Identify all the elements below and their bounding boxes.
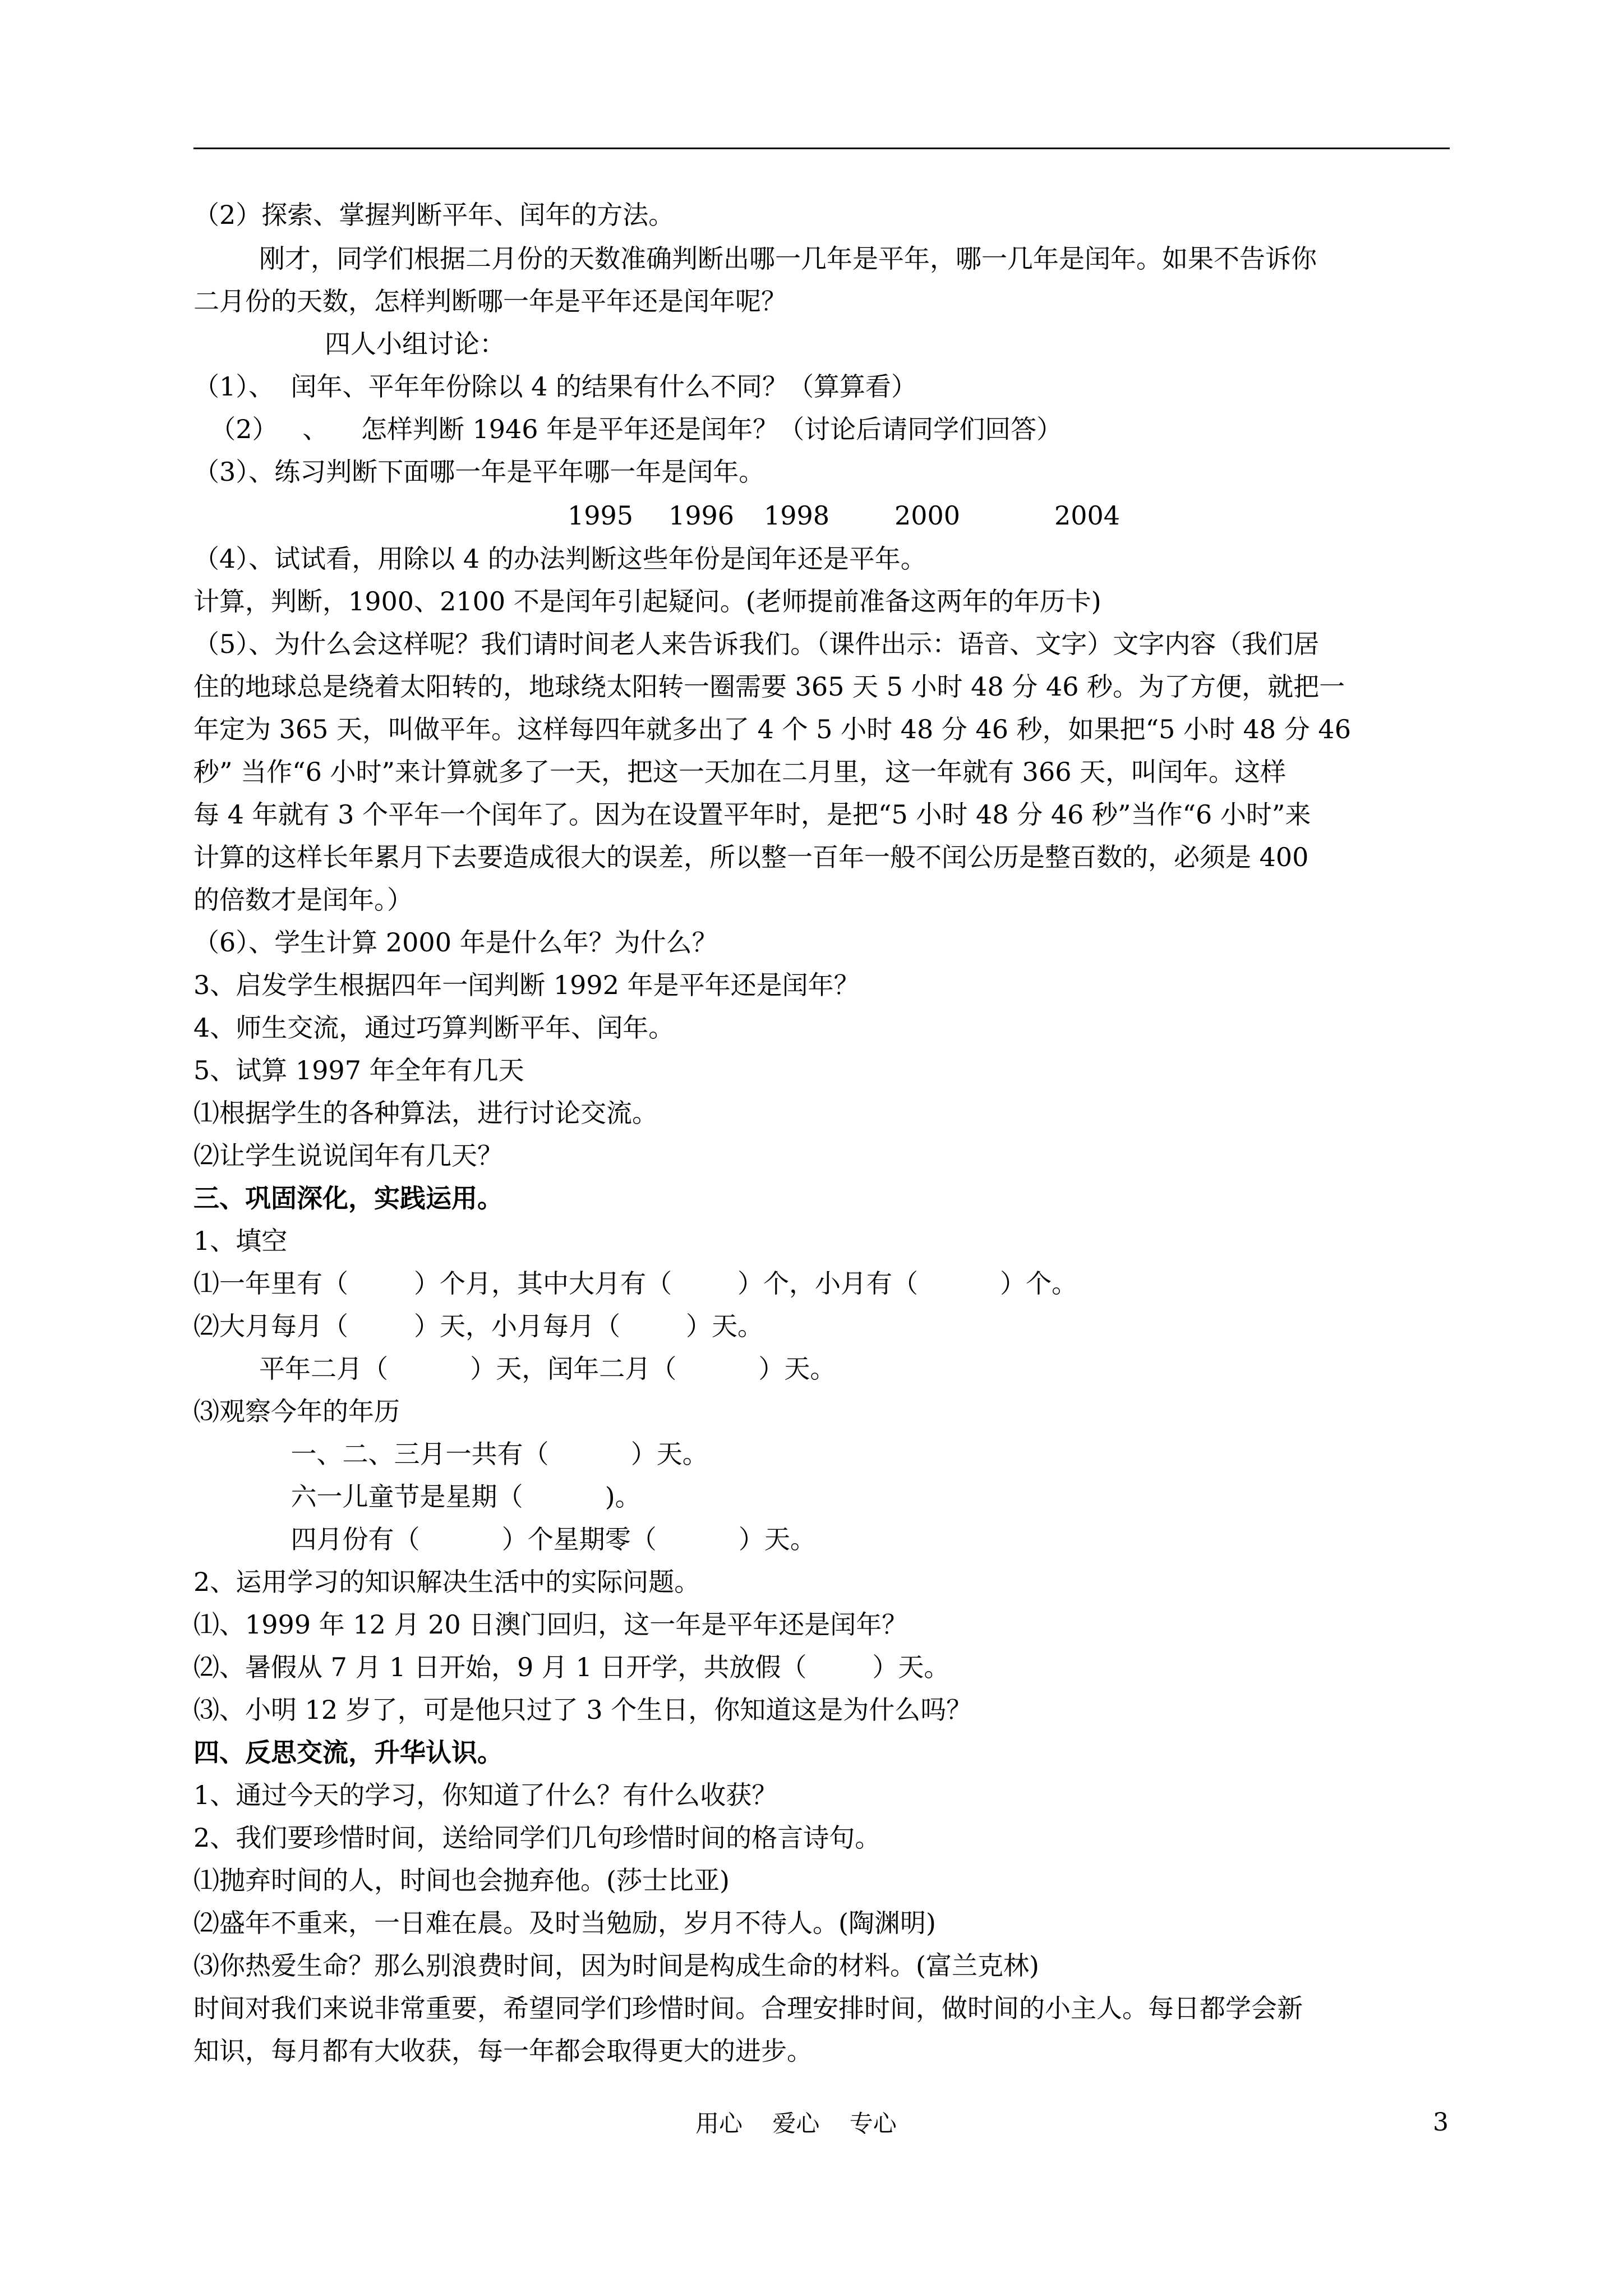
- text-line: 住的地球总是绕着太阳转的，地球绕太阳转一圈需要 365 天 5 小时 48 分 46 秒。为了方便，就把一: [193, 671, 1345, 702]
- year-item: 1995: [568, 500, 634, 531]
- text-line: ⑶你热爱生命？那么别浪费时间，因为时间是构成生命的材料。(富兰克林): [193, 1950, 1039, 1981]
- footer-motto: 用心 爱心 专心: [695, 2110, 897, 2137]
- text-line: 的倍数才是闰年。）: [193, 885, 413, 915]
- text-line: 1、填空: [193, 1226, 288, 1256]
- page-number: 3: [1433, 2108, 1449, 2137]
- text-line: ⑴一年里有（ ）个月，其中大月有（ ）个，小月有（ ）个。: [193, 1268, 1078, 1299]
- text-line: 一、二、三月一共有（ ）天。: [258, 1439, 708, 1469]
- text-line: ⑶、小明 12 岁了，可是他只过了 3 个生日，你知道这是为什么吗？: [193, 1695, 972, 1725]
- text-line: （3）、练习判断下面哪一年是平年哪一年是闰年。: [193, 457, 765, 487]
- text-line: 年定为 365 天，叫做平年。这样每四年就多出了 4 个 5 小时 48 分 46 秒，如果把“5 小时 48 分 46: [193, 714, 1351, 744]
- text-line: （1）、 闰年、平年年份除以 4 的结果有什么不同？（算算看）: [193, 371, 917, 402]
- text-line: ⑵大月每月（ ）天，小月每月（ ）天。: [193, 1311, 763, 1341]
- text-line: 秒” 当作“6 小时”来计算就多了一天，把这一天加在二月里，这一年就有 366 天，叫闰年。这样: [193, 757, 1287, 787]
- year-item: 2004: [1054, 500, 1121, 531]
- text-line: 时间对我们来说非常重要，希望同学们珍惜时间。合理安排时间，做时间的小主人。每日都学会新: [193, 1993, 1303, 2023]
- text-line: 2、运用学习的知识解决生活中的实际问题。: [193, 1567, 700, 1597]
- text-line: （6）、学生计算 2000 年是什么年？为什么？: [193, 927, 718, 958]
- text-line: 六一儿童节是星期（ )。: [258, 1481, 641, 1512]
- text-line: 5、试算 1997 年全年有几天: [193, 1055, 524, 1085]
- text-line: 计算的这样长年累月下去要造成很大的误差，所以整一百年一般不闰公历是整百数的，必须是 400: [193, 842, 1309, 872]
- year-item: 1998: [764, 500, 830, 531]
- text-line: ⑵、暑假从 7 月 1 日开始，9 月 1 日开学，共放假（ ）天。: [193, 1652, 950, 1682]
- text-line: ⑴、1999 年 12 月 20 日澳门回归，这一年是平年还是闰年？: [193, 1609, 908, 1640]
- year-item: 2000: [895, 500, 961, 531]
- text-line: ⑴抛弃时间的人，时间也会抛弃他。(莎士比亚): [193, 1865, 730, 1895]
- text-line: 2、我们要珍惜时间，送给同学们几句珍惜时间的格言诗句。: [193, 1823, 881, 1853]
- text-line: 平年二月（ ）天，闰年二月（ ）天。: [193, 1354, 836, 1384]
- text-line: （2） 、 怎样判断 1946 年是平年还是闰年？（讨论后请同学们回答）: [193, 414, 1063, 444]
- text-line: ⑶观察今年的年历: [193, 1396, 400, 1427]
- text-line: 知识，每月都有大收获，每一年都会取得更大的进步。: [193, 2036, 813, 2066]
- text-line: （2）探索、掌握判断平年、闰年的方法。: [193, 200, 675, 230]
- text-line: 1、通过今天的学习，你知道了什么？有什么收获？: [193, 1780, 778, 1810]
- text-line: （4）、试试看，用除以 4 的办法判断这些年份是闰年还是平年。: [193, 544, 926, 574]
- text-line: 四人小组讨论：: [193, 329, 505, 359]
- text-line: 计算，判断，1900、2100 不是闰年引起疑问。(老师提前准备这两年的年历卡): [193, 586, 1101, 616]
- text-line: 刚才，同学们根据二月份的天数准确判断出哪一几年是平年，哪一几年是闰年。如果不告诉你: [193, 243, 1317, 274]
- header-rule: [193, 148, 1450, 149]
- text-line: 每 4 年就有 3 个平年一个闰年了。因为在设置平年时，是把“5 小时 48 分 46 秒”当作“6 小时”来: [193, 799, 1311, 830]
- section-heading: 四、反思交流，升华认识。: [193, 1737, 503, 1768]
- text-line: 四月份有（ ）个星期零（ ）天。: [258, 1524, 816, 1554]
- text-line: 4、师生交流，通过巧算判断平年、闰年。: [193, 1013, 675, 1043]
- text-line: ⑵让学生说说闰年有几天？: [193, 1140, 503, 1171]
- text-line: 3、启发学生根据四年一闰判断 1992 年是平年还是闰年？: [193, 970, 860, 1000]
- year-item: 1996: [668, 500, 735, 531]
- text-line: ⑵盛年不重来，一日难在晨。及时当勉励，岁月不待人。(陶渊明): [193, 1908, 936, 1938]
- text-line: 二月份的天数，怎样判断哪一年是平年还是闰年呢？: [193, 286, 787, 316]
- text-line: （5）、为什么会这样呢？我们请时间老人来告诉我们。（课件出示：语音、文字）文字内容（我们居: [193, 629, 1320, 659]
- text-line: ⑴根据学生的各种算法，进行讨论交流。: [193, 1098, 658, 1128]
- section-heading: 三、巩固深化，实践运用。: [193, 1183, 503, 1213]
